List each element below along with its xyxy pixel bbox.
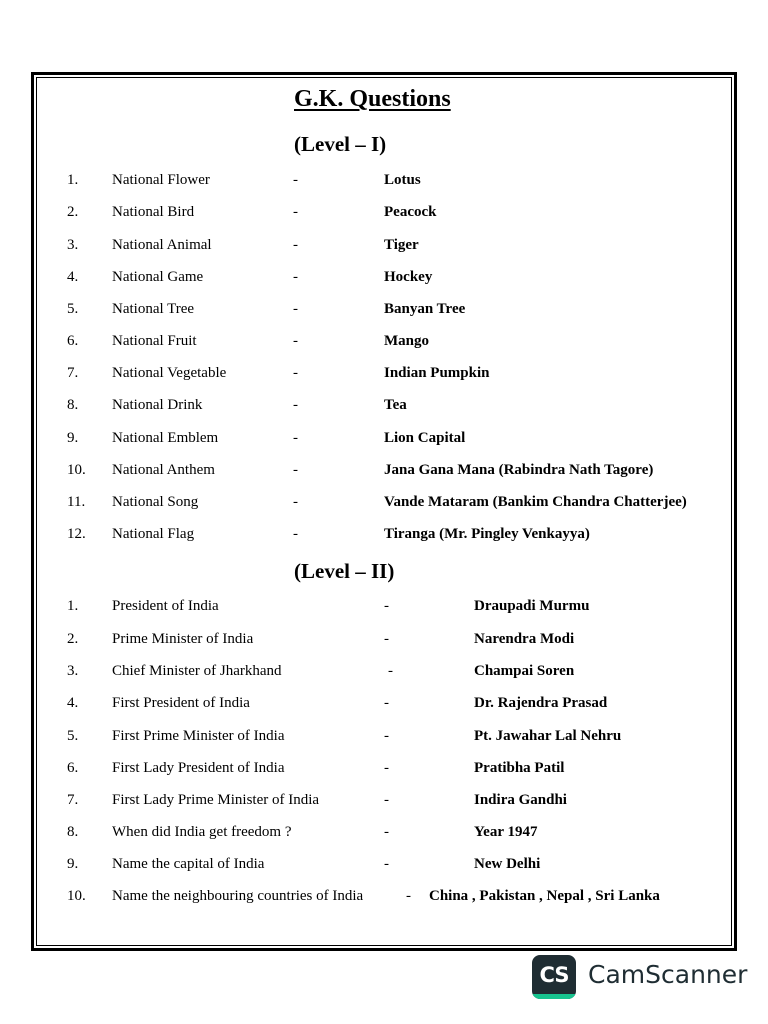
row-label: National Anthem [112,462,215,478]
level-1-row [0,204,768,228]
row-dash: - [293,430,298,446]
row-label: First Prime Minister of India [112,728,285,744]
row-dash: - [293,204,298,220]
row-number: 1. [67,598,79,614]
row-label: President of India [112,598,219,614]
row-answer: Banyan Tree [384,301,466,317]
row-number: 3. [67,663,79,679]
row-dash: - [388,663,393,679]
row-number: 1. [67,172,79,188]
level-1-heading: (Level – I) [294,132,387,156]
row-answer: Vande Mataram (Bankim Chandra Chatterjee) [384,494,687,510]
row-answer: New Delhi [474,856,541,872]
level-2-row [0,792,768,816]
page-title: G.K. Questions [294,86,451,112]
row-dash: - [384,824,389,840]
row-answer: Pratibha Patil [474,760,565,776]
logo-accent-stripe [532,994,576,999]
row-answer: Indian Pumpkin [384,365,490,381]
level-1-row [0,269,768,293]
row-dash: - [293,301,298,317]
row-dash: - [384,856,389,872]
row-number: 3. [67,237,79,253]
camscanner-logo-icon [532,955,576,999]
row-answer: Draupadi Murmu [474,598,590,614]
row-number: 2. [67,204,79,220]
row-number: 9. [67,430,79,446]
level-2-row [0,888,768,912]
level-1-row [0,172,768,196]
level-1-row [0,237,768,261]
row-label: First Lady Prime Minister of India [112,792,320,808]
row-dash: - [384,598,389,614]
row-dash: - [384,792,389,808]
row-dash: - [384,695,389,711]
row-answer: Lotus [384,172,421,188]
level-1-row [0,494,768,518]
row-answer: Tea [384,397,407,413]
row-answer: Tiger [384,237,419,253]
row-label: Prime Minister of India [112,631,254,647]
level-1-row [0,526,768,550]
row-number: 7. [67,365,79,381]
row-number: 10. [67,462,86,478]
row-dash: - [384,760,389,776]
level-2-row [0,631,768,655]
row-label: National Tree [112,301,195,317]
row-answer: Lion Capital [384,430,466,446]
row-number: 12. [67,526,86,542]
row-number: 6. [67,333,79,349]
level-1-row [0,333,768,357]
row-answer: Narendra Modi [474,631,575,647]
row-label: National Flower [112,172,210,188]
row-label: National Song [112,494,199,510]
row-answer: Dr. Rajendra Prasad [474,695,608,711]
row-dash: - [293,365,298,381]
row-label: National Bird [112,204,195,220]
row-label: National Flag [112,526,195,542]
row-label: National Fruit [112,333,197,349]
row-label: National Animal [112,237,212,253]
level-1-row [0,430,768,454]
row-answer: Peacock [384,204,437,220]
row-label: When did India get freedom ? [112,824,292,840]
level-2-row [0,663,768,687]
row-answer: Year 1947 [474,824,538,840]
row-dash: - [293,269,298,285]
logo-text: CS [539,963,569,987]
row-label: National Drink [112,397,203,413]
level-2-row [0,760,768,784]
level-2-row [0,824,768,848]
row-number: 5. [67,301,79,317]
level-1-row [0,365,768,389]
row-dash: - [293,237,298,253]
row-number: 8. [67,824,79,840]
row-answer: Mango [384,333,429,349]
row-dash: - [406,888,411,904]
row-dash: - [293,462,298,478]
row-answer: Pt. Jawahar Lal Nehru [474,728,622,744]
row-label: Chief Minister of Jharkhand [112,663,282,679]
row-number: 4. [67,695,79,711]
row-number: 4. [67,269,79,285]
level-2-row [0,728,768,752]
row-label: Name the capital of India [112,856,265,872]
row-answer: Tiranga (Mr. Pingley Venkayya) [384,526,590,542]
level-1-row [0,462,768,486]
row-dash: - [293,333,298,349]
row-label: First President of India [112,695,250,711]
row-label: Name the neighbouring countries of India [112,888,364,904]
row-label: National Vegetable [112,365,227,381]
row-answer: Hockey [384,269,433,285]
row-number: 6. [67,760,79,776]
row-number: 7. [67,792,79,808]
row-dash: - [293,172,298,188]
row-label: National Emblem [112,430,219,446]
level-1-row [0,301,768,325]
row-dash: - [384,728,389,744]
row-label: National Game [112,269,204,285]
row-dash: - [293,526,298,542]
level-1-row [0,397,768,421]
row-number: 11. [67,494,86,510]
row-dash: - [384,631,389,647]
level-2-row [0,856,768,880]
row-number: 8. [67,397,79,413]
row-number: 9. [67,856,79,872]
row-number: 2. [67,631,79,647]
row-label: First Lady President of India [112,760,285,776]
row-dash: - [293,494,298,510]
level-2-row [0,598,768,622]
level-2-heading: (Level – II) [294,559,395,583]
camscanner-brand-name: CamScanner [588,960,748,989]
row-dash: - [293,397,298,413]
row-number: 10. [67,888,86,904]
level-2-row [0,695,768,719]
row-answer: Champai Soren [474,663,575,679]
row-answer: Indira Gandhi [474,792,567,808]
row-answer: Jana Gana Mana (Rabindra Nath Tagore) [384,462,654,478]
row-number: 5. [67,728,79,744]
row-answer: China , Pakistan , Nepal , Sri Lanka [429,888,660,904]
